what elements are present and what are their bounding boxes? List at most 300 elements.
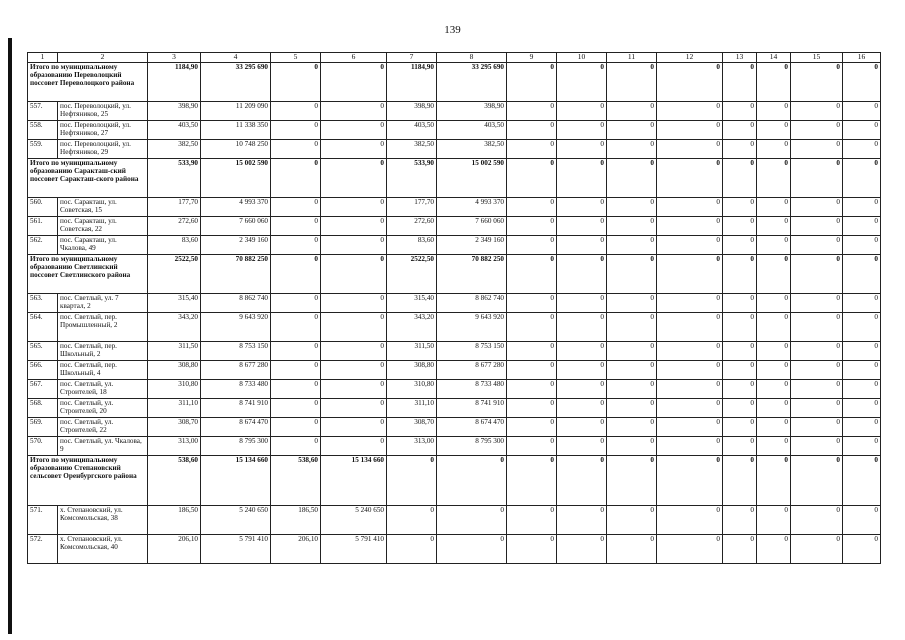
value-cell: 0 bbox=[557, 294, 607, 313]
address-cell: пос. Саракташ, ул. Советская, 15 bbox=[58, 198, 148, 217]
value-cell: 0 bbox=[843, 399, 881, 418]
value-cell: 0 bbox=[657, 456, 723, 506]
value-cell: 0 bbox=[607, 140, 657, 159]
value-cell: 0 bbox=[843, 159, 881, 198]
column-number: 7 bbox=[387, 53, 437, 63]
value-cell: 313,00 bbox=[387, 437, 437, 456]
value-cell: 0 bbox=[271, 198, 321, 217]
value-cell: 0 bbox=[607, 255, 657, 294]
value-cell: 0 bbox=[657, 342, 723, 361]
value-cell: 0 bbox=[723, 121, 757, 140]
column-number: 15 bbox=[791, 53, 843, 63]
value-cell: 0 bbox=[657, 255, 723, 294]
value-cell: 0 bbox=[557, 217, 607, 236]
value-cell: 0 bbox=[607, 313, 657, 342]
value-cell: 0 bbox=[387, 535, 437, 564]
value-cell: 0 bbox=[507, 217, 557, 236]
value-cell: 0 bbox=[321, 437, 387, 456]
value-cell: 0 bbox=[557, 437, 607, 456]
value-cell: 0 bbox=[321, 361, 387, 380]
value-cell: 0 bbox=[607, 456, 657, 506]
row-number: 559. bbox=[28, 140, 58, 159]
value-cell: 0 bbox=[271, 217, 321, 236]
subtotal-row bbox=[28, 63, 881, 102]
value-cell: 0 bbox=[507, 121, 557, 140]
value-cell: 8 741 910 bbox=[437, 399, 507, 418]
table-row bbox=[28, 506, 881, 535]
value-cell: 0 bbox=[607, 294, 657, 313]
value-cell: 0 bbox=[557, 535, 607, 564]
value-cell: 9 643 920 bbox=[437, 313, 507, 342]
value-cell: 186,50 bbox=[271, 506, 321, 535]
value-cell: 310,80 bbox=[148, 380, 201, 399]
value-cell: 0 bbox=[791, 399, 843, 418]
value-cell: 206,10 bbox=[148, 535, 201, 564]
value-cell: 0 bbox=[791, 198, 843, 217]
value-cell: 0 bbox=[607, 159, 657, 198]
row-number: 558. bbox=[28, 121, 58, 140]
value-cell: 0 bbox=[723, 140, 757, 159]
row-number: 566. bbox=[28, 361, 58, 380]
value-cell: 15 002 590 bbox=[201, 159, 271, 198]
value-cell: 0 bbox=[657, 535, 723, 564]
value-cell: 0 bbox=[757, 255, 791, 294]
address-cell: пос. Светлый, ул. Чкалова, 9 bbox=[58, 437, 148, 456]
value-cell: 0 bbox=[723, 418, 757, 437]
value-cell: 0 bbox=[723, 159, 757, 198]
value-cell: 8 677 280 bbox=[201, 361, 271, 380]
scan-margin-bar bbox=[8, 38, 12, 634]
value-cell: 4 993 370 bbox=[437, 198, 507, 217]
value-cell: 0 bbox=[557, 418, 607, 437]
value-cell: 0 bbox=[557, 456, 607, 506]
table-row bbox=[28, 361, 881, 380]
value-cell: 0 bbox=[321, 399, 387, 418]
value-cell: 0 bbox=[271, 313, 321, 342]
row-number: 562. bbox=[28, 236, 58, 255]
value-cell: 0 bbox=[271, 102, 321, 121]
address-cell: пос. Саракташ, ул. Чкалова, 49 bbox=[58, 236, 148, 255]
value-cell: 2 349 160 bbox=[201, 236, 271, 255]
value-cell: 33 295 690 bbox=[201, 63, 271, 102]
value-cell: 0 bbox=[791, 313, 843, 342]
value-cell: 0 bbox=[557, 255, 607, 294]
value-cell: 0 bbox=[723, 361, 757, 380]
value-cell: 83,60 bbox=[387, 236, 437, 255]
table-row bbox=[28, 399, 881, 418]
row-number: 572. bbox=[28, 535, 58, 564]
row-number: 567. bbox=[28, 380, 58, 399]
column-number: 9 bbox=[507, 53, 557, 63]
row-number: 565. bbox=[28, 342, 58, 361]
value-cell: 0 bbox=[791, 535, 843, 564]
value-cell: 0 bbox=[843, 121, 881, 140]
value-cell: 8 753 150 bbox=[201, 342, 271, 361]
table-row bbox=[28, 294, 881, 313]
row-number: 564. bbox=[28, 313, 58, 342]
value-cell: 0 bbox=[271, 418, 321, 437]
value-cell: 0 bbox=[843, 437, 881, 456]
value-cell: 0 bbox=[607, 437, 657, 456]
value-cell: 0 bbox=[507, 399, 557, 418]
value-cell: 1184,90 bbox=[148, 63, 201, 102]
value-cell: 308,70 bbox=[387, 418, 437, 437]
value-cell: 0 bbox=[791, 380, 843, 399]
value-cell: 0 bbox=[437, 456, 507, 506]
value-cell: 0 bbox=[791, 361, 843, 380]
value-cell: 0 bbox=[507, 361, 557, 380]
value-cell: 272,60 bbox=[387, 217, 437, 236]
value-cell: 0 bbox=[843, 217, 881, 236]
table-row bbox=[28, 535, 881, 564]
value-cell: 8 862 740 bbox=[201, 294, 271, 313]
value-cell: 0 bbox=[657, 294, 723, 313]
value-cell: 310,80 bbox=[387, 380, 437, 399]
row-number: 557. bbox=[28, 102, 58, 121]
table-row bbox=[28, 437, 881, 456]
value-cell: 0 bbox=[507, 102, 557, 121]
value-cell: 0 bbox=[757, 399, 791, 418]
value-cell: 15 134 660 bbox=[201, 456, 271, 506]
value-cell: 0 bbox=[723, 342, 757, 361]
value-cell: 311,10 bbox=[387, 399, 437, 418]
value-cell: 0 bbox=[757, 456, 791, 506]
value-cell: 0 bbox=[757, 236, 791, 255]
value-cell: 0 bbox=[723, 380, 757, 399]
address-cell: пос. Светлый, пер. Школьный, 2 bbox=[58, 342, 148, 361]
value-cell: 0 bbox=[843, 456, 881, 506]
value-cell: 0 bbox=[271, 159, 321, 198]
value-cell: 0 bbox=[791, 217, 843, 236]
value-cell: 315,40 bbox=[387, 294, 437, 313]
value-cell: 0 bbox=[507, 437, 557, 456]
value-cell: 0 bbox=[557, 159, 607, 198]
value-cell: 0 bbox=[791, 342, 843, 361]
value-cell: 0 bbox=[657, 140, 723, 159]
value-cell: 0 bbox=[757, 159, 791, 198]
value-cell: 0 bbox=[507, 313, 557, 342]
value-cell: 8 795 300 bbox=[437, 437, 507, 456]
value-cell: 5 240 650 bbox=[321, 506, 387, 535]
value-cell: 11 209 090 bbox=[201, 102, 271, 121]
value-cell: 2522,50 bbox=[148, 255, 201, 294]
row-number: 569. bbox=[28, 418, 58, 437]
address-cell: пос. Светлый, ул. 7 квартал, 2 bbox=[58, 294, 148, 313]
value-cell: 0 bbox=[723, 217, 757, 236]
value-cell: 0 bbox=[843, 236, 881, 255]
value-cell: 0 bbox=[507, 380, 557, 399]
table-row bbox=[28, 102, 881, 121]
value-cell: 0 bbox=[321, 294, 387, 313]
value-cell: 70 882 250 bbox=[201, 255, 271, 294]
subtotal-row bbox=[28, 159, 881, 198]
value-cell: 0 bbox=[271, 63, 321, 102]
value-cell: 0 bbox=[321, 140, 387, 159]
value-cell: 0 bbox=[557, 342, 607, 361]
value-cell: 0 bbox=[757, 342, 791, 361]
address-cell: пос. Светлый, пер. Школьный, 4 bbox=[58, 361, 148, 380]
value-cell: 0 bbox=[607, 361, 657, 380]
value-cell: 15 002 590 bbox=[437, 159, 507, 198]
value-cell: 0 bbox=[321, 255, 387, 294]
value-cell: 533,90 bbox=[148, 159, 201, 198]
value-cell: 0 bbox=[657, 380, 723, 399]
value-cell: 0 bbox=[557, 140, 607, 159]
row-number: 570. bbox=[28, 437, 58, 456]
address-cell: пос. Светлый, ул. Строителей, 22 bbox=[58, 418, 148, 437]
value-cell: 8 741 910 bbox=[201, 399, 271, 418]
value-cell: 0 bbox=[843, 63, 881, 102]
value-cell: 0 bbox=[657, 437, 723, 456]
value-cell: 8 795 300 bbox=[201, 437, 271, 456]
value-cell: 0 bbox=[657, 506, 723, 535]
table-row bbox=[28, 380, 881, 399]
value-cell: 0 bbox=[843, 380, 881, 399]
value-cell: 0 bbox=[657, 313, 723, 342]
value-cell: 0 bbox=[657, 63, 723, 102]
housing-program-table bbox=[27, 52, 881, 564]
value-cell: 10 748 250 bbox=[201, 140, 271, 159]
value-cell: 0 bbox=[437, 535, 507, 564]
value-cell: 0 bbox=[387, 506, 437, 535]
value-cell: 0 bbox=[507, 506, 557, 535]
value-cell: 0 bbox=[791, 255, 843, 294]
value-cell: 308,80 bbox=[148, 361, 201, 380]
value-cell: 0 bbox=[723, 456, 757, 506]
column-number: 10 bbox=[557, 53, 607, 63]
value-cell: 0 bbox=[791, 140, 843, 159]
page-number: 139 bbox=[444, 24, 461, 36]
table-row bbox=[28, 313, 881, 342]
value-cell: 382,50 bbox=[387, 140, 437, 159]
value-cell: 0 bbox=[843, 102, 881, 121]
column-number: 5 bbox=[271, 53, 321, 63]
value-cell: 0 bbox=[843, 506, 881, 535]
value-cell: 0 bbox=[271, 140, 321, 159]
column-number: 14 bbox=[757, 53, 791, 63]
value-cell: 0 bbox=[657, 236, 723, 255]
value-cell: 0 bbox=[791, 236, 843, 255]
value-cell: 0 bbox=[757, 506, 791, 535]
value-cell: 2522,50 bbox=[387, 255, 437, 294]
value-cell: 177,70 bbox=[387, 198, 437, 217]
subtotal-label: Итого по муниципальному образованию Переволоцкий поссовет Переволоцкого района bbox=[28, 63, 148, 102]
value-cell: 0 bbox=[507, 535, 557, 564]
table-row bbox=[28, 236, 881, 255]
value-cell: 0 bbox=[321, 198, 387, 217]
value-cell: 0 bbox=[723, 236, 757, 255]
value-cell: 0 bbox=[757, 217, 791, 236]
value-cell: 0 bbox=[271, 255, 321, 294]
value-cell: 0 bbox=[757, 380, 791, 399]
value-cell: 382,50 bbox=[148, 140, 201, 159]
value-cell: 0 bbox=[723, 506, 757, 535]
subtotal-label: Итого по муниципальному образованию Степановский сельсовет Оренбургского района bbox=[28, 456, 148, 506]
value-cell: 186,50 bbox=[148, 506, 201, 535]
value-cell: 0 bbox=[557, 313, 607, 342]
address-cell: пос. Переволоцкий, ул. Нефтяников, 25 bbox=[58, 102, 148, 121]
value-cell: 0 bbox=[791, 294, 843, 313]
address-cell: пос. Светлый, ул. Строителей, 18 bbox=[58, 380, 148, 399]
value-cell: 0 bbox=[607, 380, 657, 399]
value-cell: 403,50 bbox=[437, 121, 507, 140]
value-cell: 0 bbox=[321, 418, 387, 437]
value-cell: 0 bbox=[271, 380, 321, 399]
value-cell: 538,60 bbox=[271, 456, 321, 506]
value-cell: 8 674 470 bbox=[201, 418, 271, 437]
value-cell: 0 bbox=[321, 217, 387, 236]
value-cell: 0 bbox=[791, 506, 843, 535]
value-cell: 5 791 410 bbox=[201, 535, 271, 564]
value-cell: 0 bbox=[843, 294, 881, 313]
value-cell: 8 733 480 bbox=[437, 380, 507, 399]
value-cell: 0 bbox=[791, 102, 843, 121]
row-number: 560. bbox=[28, 198, 58, 217]
value-cell: 0 bbox=[557, 399, 607, 418]
value-cell: 0 bbox=[791, 418, 843, 437]
value-cell: 0 bbox=[757, 535, 791, 564]
column-number: 3 bbox=[148, 53, 201, 63]
value-cell: 8 862 740 bbox=[437, 294, 507, 313]
value-cell: 0 bbox=[843, 140, 881, 159]
value-cell: 5 791 410 bbox=[321, 535, 387, 564]
table-row bbox=[28, 342, 881, 361]
value-cell: 70 882 250 bbox=[437, 255, 507, 294]
value-cell: 0 bbox=[557, 121, 607, 140]
column-number: 13 bbox=[723, 53, 757, 63]
value-cell: 0 bbox=[607, 342, 657, 361]
value-cell: 0 bbox=[321, 313, 387, 342]
subtotal-row bbox=[28, 456, 881, 506]
value-cell: 0 bbox=[723, 399, 757, 418]
column-number: 2 bbox=[58, 53, 148, 63]
table-row bbox=[28, 217, 881, 236]
address-cell: х. Степановский, ул. Комсомольская, 38 bbox=[58, 506, 148, 535]
value-cell: 0 bbox=[557, 236, 607, 255]
table-row bbox=[28, 121, 881, 140]
value-cell: 0 bbox=[791, 437, 843, 456]
subtotal-label: Итого по муниципальному образованию Светлинский поссовет Светлинского района bbox=[28, 255, 148, 294]
value-cell: 0 bbox=[723, 255, 757, 294]
value-cell: 0 bbox=[843, 361, 881, 380]
value-cell: 0 bbox=[507, 63, 557, 102]
value-cell: 0 bbox=[607, 418, 657, 437]
value-cell: 0 bbox=[557, 63, 607, 102]
address-cell: пос. Переволоцкий, ул. Нефтяников, 27 bbox=[58, 121, 148, 140]
value-cell: 0 bbox=[321, 63, 387, 102]
value-cell: 0 bbox=[557, 102, 607, 121]
value-cell: 1184,90 bbox=[387, 63, 437, 102]
value-cell: 0 bbox=[271, 294, 321, 313]
table-row bbox=[28, 198, 881, 217]
value-cell: 313,00 bbox=[148, 437, 201, 456]
value-cell: 0 bbox=[321, 102, 387, 121]
value-cell: 0 bbox=[843, 198, 881, 217]
value-cell: 0 bbox=[723, 313, 757, 342]
value-cell: 0 bbox=[757, 198, 791, 217]
value-cell: 33 295 690 bbox=[437, 63, 507, 102]
address-cell: пос. Светлый, ул. Строителей, 20 bbox=[58, 399, 148, 418]
value-cell: 0 bbox=[657, 121, 723, 140]
value-cell: 0 bbox=[657, 418, 723, 437]
value-cell: 0 bbox=[507, 342, 557, 361]
value-cell: 0 bbox=[437, 506, 507, 535]
value-cell: 398,90 bbox=[387, 102, 437, 121]
value-cell: 0 bbox=[757, 121, 791, 140]
column-number: 8 bbox=[437, 53, 507, 63]
value-cell: 0 bbox=[507, 159, 557, 198]
value-cell: 0 bbox=[843, 535, 881, 564]
value-cell: 0 bbox=[723, 535, 757, 564]
value-cell: 0 bbox=[757, 437, 791, 456]
address-cell: пос. Саракташ, ул. Советская, 22 bbox=[58, 217, 148, 236]
address-cell: пос. Переволоцкий, ул. Нефтяников, 29 bbox=[58, 140, 148, 159]
value-cell: 0 bbox=[557, 361, 607, 380]
row-number: 568. bbox=[28, 399, 58, 418]
value-cell: 398,90 bbox=[148, 102, 201, 121]
value-cell: 8 753 150 bbox=[437, 342, 507, 361]
value-cell: 343,20 bbox=[387, 313, 437, 342]
value-cell: 0 bbox=[657, 159, 723, 198]
value-cell: 0 bbox=[507, 294, 557, 313]
value-cell: 311,50 bbox=[148, 342, 201, 361]
row-number: 571. bbox=[28, 506, 58, 535]
value-cell: 0 bbox=[843, 313, 881, 342]
value-cell: 0 bbox=[607, 236, 657, 255]
value-cell: 5 240 650 bbox=[201, 506, 271, 535]
address-cell: пос. Светлый, пер. Промышленный, 2 bbox=[58, 313, 148, 342]
value-cell: 0 bbox=[607, 102, 657, 121]
value-cell: 2 349 160 bbox=[437, 236, 507, 255]
value-cell: 8 733 480 bbox=[201, 380, 271, 399]
value-cell: 0 bbox=[607, 506, 657, 535]
column-number: 16 bbox=[843, 53, 881, 63]
value-cell: 0 bbox=[271, 342, 321, 361]
value-cell: 0 bbox=[723, 102, 757, 121]
value-cell: 382,50 bbox=[437, 140, 507, 159]
value-cell: 0 bbox=[507, 236, 557, 255]
value-cell: 0 bbox=[271, 437, 321, 456]
value-cell: 0 bbox=[607, 535, 657, 564]
value-cell: 0 bbox=[607, 399, 657, 418]
value-cell: 0 bbox=[387, 456, 437, 506]
value-cell: 343,20 bbox=[148, 313, 201, 342]
subtotal-label: Итого по муниципальному образованию Саракташ-ский поссовет Саракташ-ского района bbox=[28, 159, 148, 198]
value-cell: 0 bbox=[607, 63, 657, 102]
value-cell: 0 bbox=[843, 342, 881, 361]
value-cell: 0 bbox=[657, 217, 723, 236]
value-cell: 83,60 bbox=[148, 236, 201, 255]
column-number: 6 bbox=[321, 53, 387, 63]
value-cell: 0 bbox=[757, 294, 791, 313]
value-cell: 0 bbox=[507, 140, 557, 159]
value-cell: 0 bbox=[557, 380, 607, 399]
value-cell: 0 bbox=[723, 198, 757, 217]
row-number: 563. bbox=[28, 294, 58, 313]
value-cell: 0 bbox=[607, 121, 657, 140]
value-cell: 4 993 370 bbox=[201, 198, 271, 217]
value-cell: 0 bbox=[321, 380, 387, 399]
value-cell: 0 bbox=[657, 361, 723, 380]
value-cell: 0 bbox=[507, 255, 557, 294]
table-row bbox=[28, 418, 881, 437]
table-row bbox=[28, 140, 881, 159]
value-cell: 0 bbox=[607, 198, 657, 217]
value-cell: 311,10 bbox=[148, 399, 201, 418]
value-cell: 533,90 bbox=[387, 159, 437, 198]
value-cell: 0 bbox=[271, 121, 321, 140]
value-cell: 0 bbox=[757, 418, 791, 437]
